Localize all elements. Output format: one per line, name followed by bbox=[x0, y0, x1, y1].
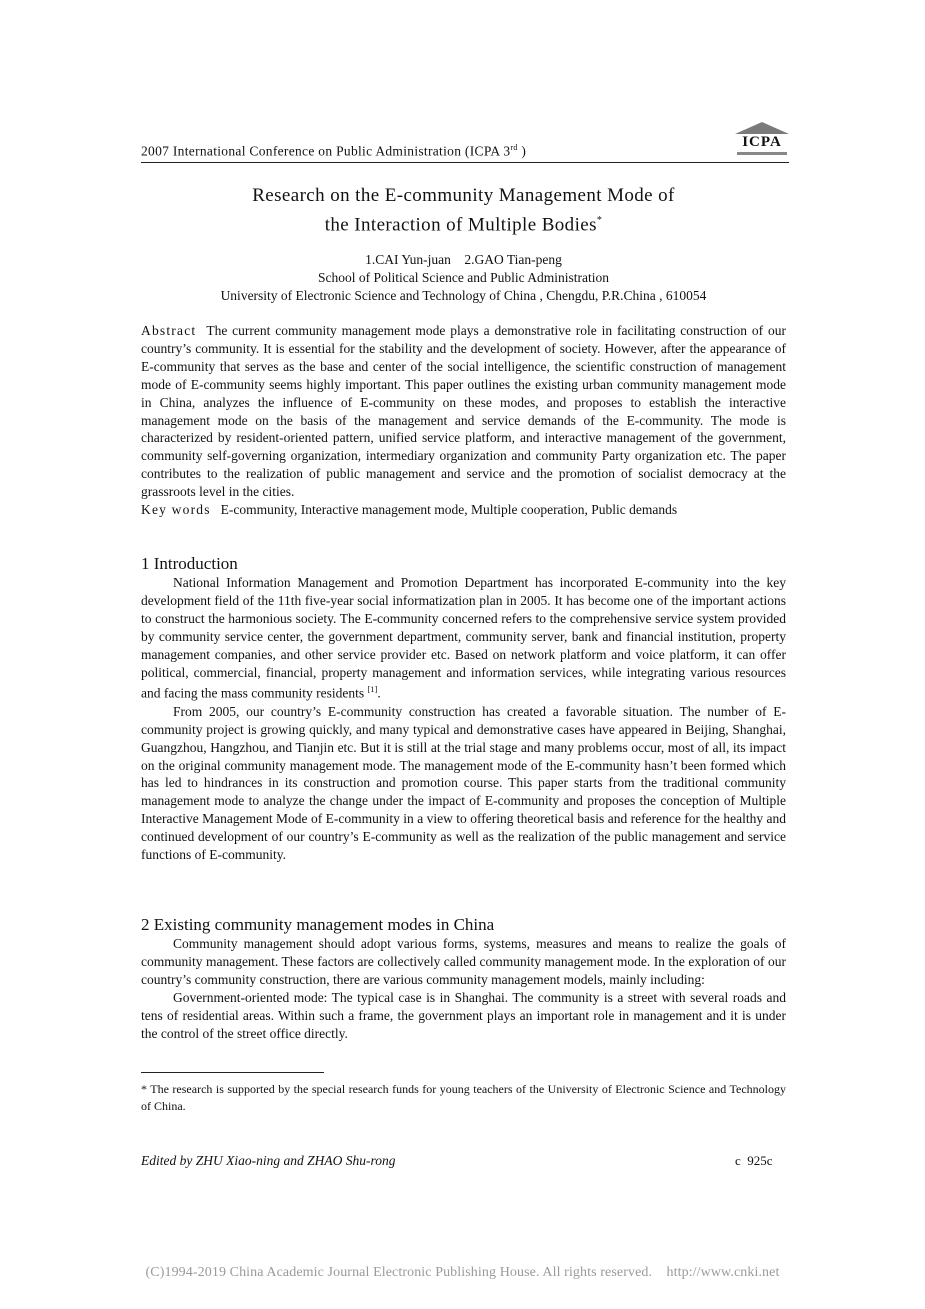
page-number: c 925c bbox=[735, 1153, 773, 1168]
author-block bbox=[141, 251, 786, 305]
keywords-label: Key words bbox=[141, 502, 211, 518]
section-1-body bbox=[141, 574, 786, 864]
running-header bbox=[141, 122, 789, 163]
paragraph: National Information Management and Promotion Department has incorporated E-community into the key development field of the 11th five-year social informatization plan in 2005. It has become one of the important actions to construct the harmonious society. The E-community concerned refers to the comprehensive service system provided by community service center, the government department, community server, bank and financial institution, property management companies, and other service provider etc. Based on network platform and voice platform, it can offer political, commercial, financial, property management and information services, while integrating various resources and facing the mass community residents [1]. bbox=[141, 575, 786, 701]
abstract-label: Abstract bbox=[141, 323, 197, 338]
keywords-text: E-community, Interactive management mode, Multiple cooperation, Public demands bbox=[220, 502, 678, 518]
section-2-heading: 2 Existing community management modes in China bbox=[141, 915, 495, 934]
author-names: 1.CAI Yun-juan 2.GAO Tian-peng bbox=[365, 252, 562, 267]
conference-name: 2007 International Conference on Public Administration (ICPA 3rd ) bbox=[141, 143, 527, 159]
paragraph: From 2005, our country’s E-community construction has created a favorable situation. The number of E-community project is growing quickly, and many typical and demonstrative cases have appeared in Beijing, Shanghai, Guangzhou, Hangzhou, and Tianjin etc. But it is still at the trial stage and many problems occur, most of all, its impact on the original community management mode. The management mode of the E-community hasn’t been formed which has led to hindrances in its construction and promotion course. This paper starts from the traditional community management mode to analyze the change under the impact of E-community and proposes the conception of Multiple Interactive Management Mode of E-community in a view to offering theoretical basis and reference for the healthy and continued development of our country’s E-community as well as the realization of the public management and service functions of E-community. bbox=[141, 703, 786, 863]
author-university: University of Electronic Science and Technology of China , Chengdu, P.R.China , 610054 bbox=[220, 288, 707, 303]
title-footnote-mark: * bbox=[596, 215, 603, 226]
abstract bbox=[141, 322, 786, 519]
logo-base-icon bbox=[737, 152, 787, 155]
author-school: School of Political Science and Public Administration bbox=[318, 270, 609, 285]
citation-ref: [1] bbox=[367, 684, 378, 695]
footnote-divider bbox=[141, 1072, 324, 1073]
icpa-logo bbox=[735, 122, 789, 158]
footnote-mark: * bbox=[141, 1082, 147, 1096]
logo-text: ICPA bbox=[742, 134, 782, 150]
section-1-heading: 1 Introduction bbox=[141, 554, 238, 573]
footnote: * The research is supported by the special research funds for young teachers of the University of Electronic Science and Technology of China. bbox=[141, 1082, 786, 1113]
paper-title: Research on the E-community Management Mode of the Interaction of Multiple Bodies* bbox=[252, 185, 675, 236]
logo-roof-icon bbox=[735, 122, 789, 134]
abstract-text: The current community management mode plays a demonstrative role in facilitating construction of our country’s community. It is essential for the stability and the development of society. However, after the appearance of E-community that serves as the base and center of the social intelligence, the scientific construction of management mode of E-community seems highly important. This paper outlines the existing urban community management mode in China, analyzes the influence of E-community on these modes, and proposes to establish the interactive management mode on the basis of the management and service demands of the E-community. The mode is characterized by resident-oriented pattern, unified service platform, and interactive management of the government, community self-governing organization, intermediary organization and community Party organization etc. The paper contributes to the realization of public management and service and the promotion of socialist democracy at the grassroots level in the cities. bbox=[141, 323, 786, 500]
section-2-body bbox=[141, 935, 786, 1042]
editors-line: Edited by ZHU Xiao-ning and ZHAO Shu-rong bbox=[141, 1153, 396, 1168]
paragraph: Government-oriented mode: The typical case is in Shanghai. The community is a street with several roads and tens of residential areas. Within such a frame, the government plays an important role in management and it is under the control of the street office directly. bbox=[141, 989, 786, 1041]
copyright-watermark: (C)1994-2019 China Academic Journal Electronic Publishing House. All rights reserved. http://www.cnki.net bbox=[145, 1265, 780, 1280]
paragraph: Community management should adopt various forms, systems, measures and means to realize the goals of community management. These factors are collectively called community management mode. In the exploration of our country’s community construction, there are various community management models, mainly including: bbox=[141, 936, 786, 987]
